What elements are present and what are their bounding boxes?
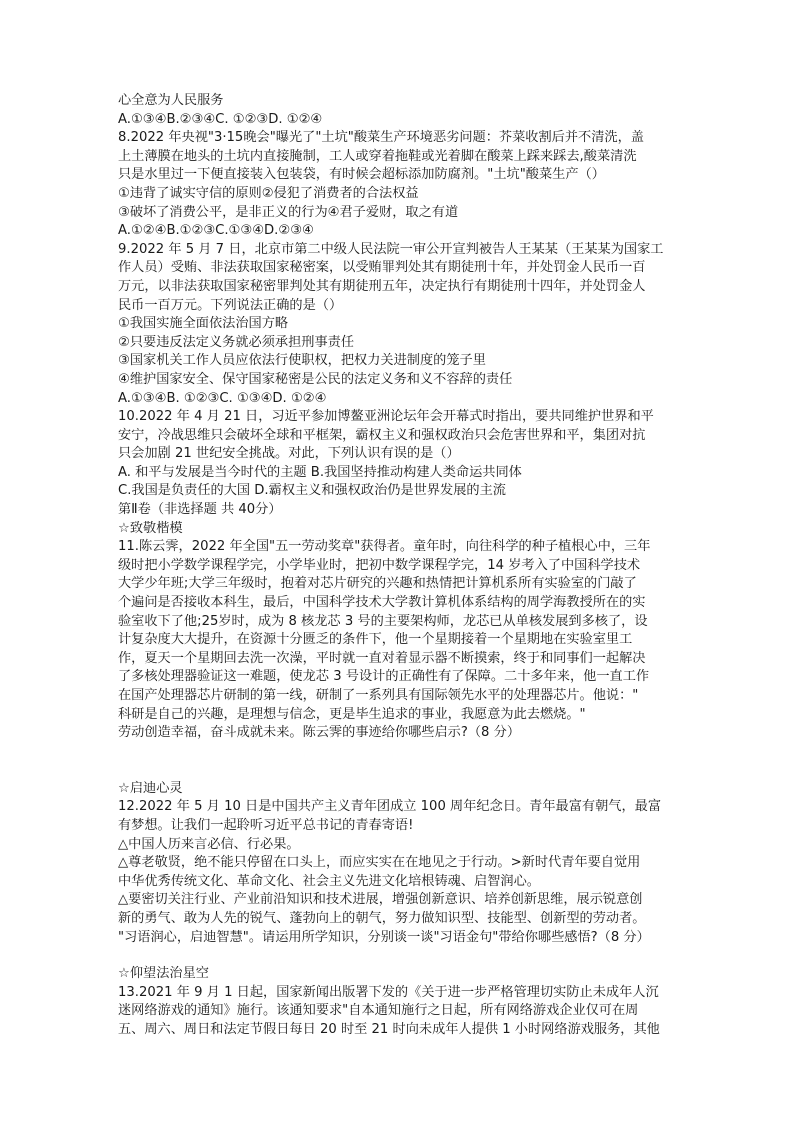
text-line: 了多核处理器验证这一难题，使龙芯 3 号设计的正确性有了保障。二十多年来，他一直工作 [118, 669, 650, 685]
question-prompt: 劳动创造幸福，奋斗成就未来。陈云霁的事迹给你哪些启示?（8 分） [118, 725, 521, 741]
text-line: 个遍问是否接收本科生，最后，中国科学技术大学教计算机体系结构的周学海教授所在的实 [118, 595, 646, 611]
text-line: 安宁，冷战思维只会破坏全球和平框架，霸权主义和强权政治只会危害世界和平，集团对抗 [118, 427, 646, 443]
text-line: 迷网络游戏的通知》施行。该通知要求"自本通知施行之日起，所有网络游戏企业仅可在周 [118, 1003, 639, 1019]
text-line: 新的勇气、敢为人先的锐气、蓬勃向上的朝气，努力做知识型、技能型、创新型的劳动者。 [118, 910, 646, 926]
text-line: △要密切关注行业、产业前沿知识和技术进展，增强创新意识、培养创新思维，展示锐意创 [118, 892, 643, 908]
text-line: ③国家机关工作人员应依法行使职权，把权力关进制度的笼子里 [118, 353, 486, 369]
text-line: ④维护国家安全、保守国家秘密是公民的法定义务和义不容辞的责任 [118, 371, 513, 387]
text-line: 大学少年班;大学三年级时，抱着对芯片研究的兴趣和热情把计算机系所有实验室的门敲了 [118, 576, 637, 592]
question-13: 13.2021 年 9 月 1 日起，国家新闻出版署下发的《关于进一步严格管理切实防止未成年人沉 [118, 984, 659, 1000]
text-line: 心全意为人民服务 [118, 93, 224, 108]
section-heading: 第Ⅱ卷（非选择题 共 40分） [118, 502, 282, 518]
text-line: △中国人历来言必信、行必果。 [118, 836, 300, 852]
answer-space [118, 947, 678, 965]
text-line: 只是水里过一下便直接装入包装袋，有时候会超标添加防腐剂。"土坑"酸菜生产（） [118, 167, 605, 183]
text-line: 民币一百万元。下列说法正确的是（） [118, 297, 343, 313]
question-12: 12.2022 年 5 月 10 日是中国共产主义青年团成立 100 周年纪念日。青年最富有朝气，最富 [118, 799, 662, 815]
text-line: ③破坏了消费公平，是非正义的行为④君子爱财，取之有道 [118, 204, 459, 220]
section-title: ☆启迪心灵 [118, 780, 183, 796]
text-line: 中华优秀传统文化、革命文化、社会主义先进文化培根铸魂、启智润心。 [118, 873, 540, 889]
answer-options: A. 和平与发展是当今时代的主题 B.我国坚持推动构建人类命运共同体 [118, 464, 522, 480]
text-line: 级时把小学数学课程学完，小学毕业时，把初中数学课程学完，14 岁考入了中国科学技术 [118, 557, 641, 573]
text-line: ①违背了诚实守信的原则②侵犯了消费者的合法权益 [118, 185, 419, 201]
text-line: 万元，以非法获取国家秘密罪判处其有期徒刑五年，决定执行有期徒刑十四年，并处罚金人 [118, 278, 646, 294]
text-line: 作人员）受贿、非法获取国家秘密案，以受贿罪判处其有期徒刑十年，并处罚金人民币一百 [118, 260, 646, 276]
text-line: 在国产处理器芯片研制的第一线，研制了一系列具有国际领先水平的处理器芯片。他说：" [118, 688, 639, 703]
text-line: 验室收下了他;25岁时，成为 8 核龙芯 3 号的主要架构师，龙芯已从单核发展到多核了，设 [118, 613, 648, 629]
text-line: 上土薄膜在地头的土坑内直接腌制，工人或穿着拖鞋或光着脚在酸菜上踩来踩去,酸菜清洗 [118, 148, 637, 164]
answer-options: A.①②④B.①②③C.①③④D.②③④ [118, 223, 314, 239]
answer-space [118, 743, 678, 780]
answer-options: A.①③④B. ①②③C. ①③④D. ①②④ [118, 390, 327, 406]
text-line: ②只要违反法定义务就必须承担刑事责任 [118, 334, 355, 350]
text-line: 只会加剧 21 世纪安全挑战。对此，下列认识有误的是（） [118, 446, 460, 462]
answer-options: C.我国是负责任的大国 D.霸权主义和强权政治仍是世界发展的主流 [118, 483, 506, 499]
section-title: ☆致敬楷模 [118, 520, 183, 536]
text-line: 计复杂度大大提升，在资源十分匮乏的条件下，他一个星期接着一个星期地在实验室里工 [118, 632, 633, 648]
section-title: ☆仰望法治星空 [118, 966, 209, 982]
text-line: 科研是自己的兴趣，是理想与信念，更是毕生追求的事业，我愿意为此去燃烧。" [118, 706, 586, 722]
text-line: 五、周六、周日和法定节假日每日 20 时至 21 时向未成年人提供 1 小时网络游戏服务，其他 [118, 1021, 660, 1037]
question-8: 8.2022 年央视"3·15晚会"曝光了"土坑"酸菜生产环境恶劣问题：芥菜收割后并不清洗，盖 [118, 130, 644, 146]
text-line: 作，夏天一个星期回去洗一次澡，平时就一直对着显示器不断摸索，终于和同事们一起解决 [118, 650, 646, 666]
question-9: 9.2022 年 5 月 7 日，北京市第二中级人民法院一审公开宣判被告人王某某（王某某为国家工 [118, 241, 664, 257]
text-line: 有梦想。让我们一起聆听习近平总书记的青春寄语! [118, 817, 414, 833]
text-line: △尊老敬贤，绝不能只停留在口头上，而应实实在在地见之于行动。>新时代青年要自觉用 [118, 855, 641, 871]
question-11: 11.陈云霁，2022 年全国"五一劳动奖章"获得者。童年时，向往科学的种子植根心中，三年 [118, 539, 651, 555]
question-10: 10.2022 年 4 月 21 日，习近平参加博鳌亚洲论坛年会开幕式时指出，要共同维护世界和平 [118, 409, 654, 425]
question-prompt: "习语润心，启迪智慧"。请运用所学知识，分别谈一谈"习语金句"带给你哪些感悟?（8 分） [118, 929, 650, 945]
text-line: ①我国实施全面依法治国方略 [118, 316, 289, 332]
document-page [118, 92, 678, 1040]
answer-options: A.①③④B.②③④C. ①②③D. ①②④ [118, 111, 323, 127]
